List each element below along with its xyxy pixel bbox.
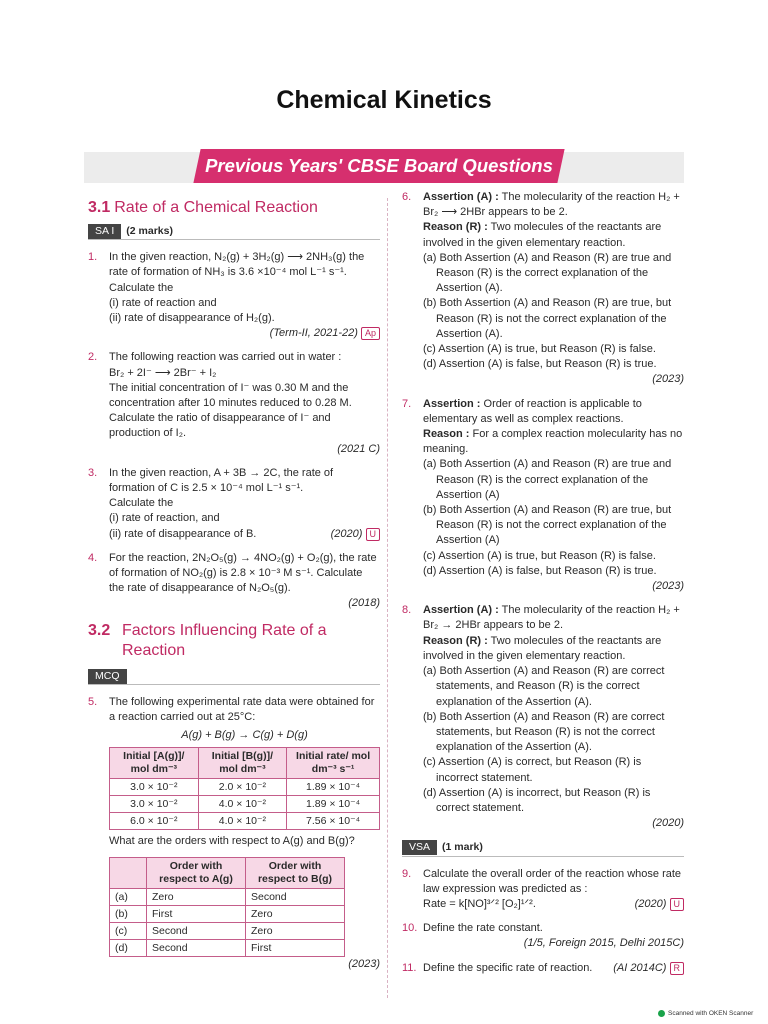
table-header: Initial [A(g)]/ mol dm⁻³ bbox=[110, 748, 199, 779]
option-a: (a) Both Assertion (A) and Reason (R) are correct statements, and Reason (R) is the correct explanation of the Assertion (A). bbox=[423, 665, 665, 708]
question-source: (2020) bbox=[634, 897, 667, 910]
difficulty-badge: R bbox=[670, 962, 685, 975]
table-header: Initial [B(g)]/ mol dm⁻³ bbox=[198, 748, 287, 779]
scanner-footer: Scanned with OKEN Scanner bbox=[658, 1010, 753, 1017]
option-b: (b) Both Assertion (A) and Reason (R) are correct statements, but Reason (R) is not the correct explanation of the Assertion (A). bbox=[423, 710, 665, 754]
question-9: 9. Calculate the overall order of the reaction whose rate law expression was predicted as : Rate = k[NO]³ᐟ² [O₂]¹ᐟ². (2020) U bbox=[402, 867, 684, 913]
option-row: (a) Zero Second bbox=[110, 889, 345, 906]
column-divider bbox=[387, 198, 388, 998]
question-source: (2023) bbox=[652, 373, 684, 386]
question-11: 11. Define the specific rate of reaction. (AI 2014C) R bbox=[402, 961, 684, 976]
option-a: (a) Both Assertion (A) and Reason (R) are true and Reason (R) is the correct explanation of the Assertion (A). bbox=[423, 251, 672, 295]
subsection-vsa bbox=[402, 840, 684, 856]
question-source: (2023) bbox=[348, 958, 380, 971]
page-title: Chemical Kinetics bbox=[276, 86, 492, 114]
question-page bbox=[84, 190, 684, 1000]
question-source: (AI 2014C) bbox=[613, 961, 667, 974]
question-1: 1. In the given reaction, N₂(g) + 3H₂(g) ⟶ 2NH₃(g) the rate of formation of NH₃ is 3.6 ×10⁻⁴ mol L⁻¹ s⁻¹. Calculate the (i) rate of reaction and (ii) rate of disappearance of H₂(g). (Term-II, 2021-22) Ap bbox=[88, 250, 380, 341]
section-heading-3-2: 3.2 Factors Influencing Rate of a Reaction bbox=[88, 621, 327, 659]
options-table bbox=[109, 857, 345, 957]
question-5: 5. The following experimental rate data were obtained for a reaction carried out at 25°C: A(g) + B(g) → C(g) + D(g) Initial [A(g)]/ mol dm⁻³ Initial [B(g)]/ mol dm⁻³ Initial rate/ mol dm⁻³ s⁻¹ 3.0 × 10⁻² 2.0 × 10⁻² 1.89 × 10⁻⁴ 3.0 × 10⁻² 4.0 × 10⁻² 1.89 × 10⁻⁴ 6.0 × 10⁻² 4.0 × 10⁻² 7.56 × 10⁻⁴ What are the orders with respect to A(g) and B(g)? Order with respect to A(g) Order with respect to B(g) (a) Zero Second (b) First Zero (c) Second Zero (d) Second First (2023) bbox=[88, 695, 380, 973]
scanner-logo-icon bbox=[658, 1010, 665, 1017]
question-source: (2020) bbox=[652, 817, 684, 830]
question-source: (2021 C) bbox=[337, 442, 380, 455]
banner-heading: Previous Years' CBSE Board Questions bbox=[205, 155, 553, 176]
table-header: Initial rate/ mol dm⁻³ s⁻¹ bbox=[287, 748, 380, 779]
question-2: 2. The following reaction was carried out in water : Br₂ + 2I⁻ ⟶ 2Br⁻ + I₂ The initial concentration of I⁻ was 0.30 M and the concentration after 10 minutes reduced to 0.28 M. Calculate the ratio of disappearance of I⁻ and production of I₂. (2021 C) bbox=[88, 350, 380, 456]
subsection-tag: SA I bbox=[88, 224, 121, 239]
left-column bbox=[88, 190, 380, 982]
question-8: 8. Assertion (A) : The molecularity of the reaction H₂ + Br₂ → 2HBr appears to be 2. Reason (R) : Two molecules of the reactants are involved in the given elementary reaction. (a) Both Assertion (A) and Reason (R) are correct statements, and Reason (R) is the correct explanation of the Assertion (A). (b) Both Assertion (A) and Reason (R) are correct statements, but Reason (R) is not the correct explanation of the Assertion (A). (c) Assertion (A) is correct, but Reason (R) is incorrect statement. (d) Assertion (A) is incorrect, but Reason (R) is correct statement. (2020) bbox=[402, 603, 684, 831]
option-row: (c) Second Zero bbox=[110, 923, 345, 940]
rate-data-table bbox=[109, 747, 380, 830]
table-header: Order with respect to A(g) bbox=[147, 858, 246, 889]
question-source: (2018) bbox=[348, 597, 380, 610]
option-row: (b) First Zero bbox=[110, 906, 345, 923]
difficulty-badge: U bbox=[670, 898, 685, 911]
subsection-sa1 bbox=[88, 224, 380, 240]
option-d: (d) Assertion (A) is incorrect, but Reason (R) is correct statement. bbox=[423, 786, 651, 814]
right-column bbox=[402, 190, 684, 985]
question-7: 7. Assertion : Order of reaction is applicable to elementary as well as complex reactions. Reason : For a complex reaction molecularity has no meaning. (a) Both Assertion (A) and Reason (R) are true and Reason (R) is the correct explanation of the Assertion (A) (b) Both Assertion (A) and Reason (R) are true, but Reason (R) is not the correct explanation of the Assertion (A) (c) Assertion (A) is true, but Reason (R) is false. (d) Assertion (A) is false, but Reason (R) is true. (2023) bbox=[402, 397, 684, 595]
option-c: (c) Assertion (A) is true, but Reason (R) is false. bbox=[423, 343, 656, 356]
option-d: (d) Assertion (A) is false, but Reason (R) is true. bbox=[423, 358, 657, 371]
option-c: (c) Assertion (A) is true, but Reason (R) is false. bbox=[423, 549, 656, 562]
question-10: 10. Define the rate constant. (1/5, Foreign 2015, Delhi 2015C) bbox=[402, 921, 684, 951]
option-row: (d) Second First bbox=[110, 940, 345, 957]
subsection-tag: MCQ bbox=[88, 669, 127, 684]
difficulty-badge: U bbox=[366, 528, 381, 541]
table-header: Order with respect to B(g) bbox=[246, 858, 345, 889]
subsection-marks: (1 mark) bbox=[442, 841, 483, 854]
question-source: (2023) bbox=[652, 580, 684, 593]
option-a: (a) Both Assertion (A) and Reason (R) are true and Reason (R) is the correct explanation of the Assertion (A) bbox=[423, 458, 672, 501]
option-d: (d) Assertion (A) is false, but Reason (R) is true. bbox=[423, 564, 657, 577]
subsection-marks: (2 marks) bbox=[126, 225, 173, 237]
question-source: (2020) bbox=[330, 527, 363, 540]
difficulty-badge: Ap bbox=[361, 327, 380, 340]
subsection-tag: VSA bbox=[402, 840, 437, 855]
table-header bbox=[110, 858, 147, 889]
option-b: (b) Both Assertion (A) and Reason (R) are true, but Reason (R) is not the correct explanation of the Assertion (A) bbox=[423, 504, 672, 547]
subsection-mcq bbox=[88, 669, 380, 685]
question-3: 3. In the given reaction, A + 3B → 2C, the rate of formation of C is 2.5 × 10⁻⁴ mol L⁻¹ s⁻¹. Calculate the (i) rate of reaction, and (ii) rate of disappearance of B. (2020) U bbox=[88, 466, 380, 542]
option-c: (c) Assertion (A) is correct, but Reason (R) is incorrect statement. bbox=[423, 756, 642, 784]
table-row: 6.0 × 10⁻² 4.0 × 10⁻² 7.56 × 10⁻⁴ bbox=[110, 813, 380, 830]
table-row: 3.0 × 10⁻² 4.0 × 10⁻² 1.89 × 10⁻⁴ bbox=[110, 796, 380, 813]
table-row: 3.0 × 10⁻² 2.0 × 10⁻² 1.89 × 10⁻⁴ bbox=[110, 779, 380, 796]
question-4: 4. For the reaction, 2N₂O₅(g) → 4NO₂(g) + O₂(g), the rate of formation of NO₂(g) is 2.8 × 10⁻³ M s⁻¹. Calculate the rate of disappearance of N₂O₅(g). (2018) bbox=[88, 551, 380, 612]
option-b: (b) Both Assertion (A) and Reason (R) are true, but Reason (R) is not the correct explanation of the Assertion (A). bbox=[423, 297, 672, 340]
question-6: 6. Assertion (A) : The molecularity of the reaction H₂ + Br₂ ⟶ 2HBr appears to be 2. Reason (R) : Two molecules of the reactants are involved in the given elementary reaction. (a) Both Assertion (A) and Reason (R) are true and Reason (R) is the correct explanation of the Assertion (A). (b) Both Assertion (A) and Reason (R) are true, but Reason (R) is not the correct explanation of the Assertion (A). (c) Assertion (A) is true, but Reason (R) is false. (d) Assertion (A) is false, but Reason (R) is true. (2023) bbox=[402, 190, 684, 388]
section-heading-3-1: 3.1 Rate of a Chemical Reaction bbox=[88, 199, 318, 216]
question-source: (1/5, Foreign 2015, Delhi 2015C) bbox=[523, 937, 684, 950]
question-source: (Term-II, 2021-22) bbox=[269, 327, 358, 340]
